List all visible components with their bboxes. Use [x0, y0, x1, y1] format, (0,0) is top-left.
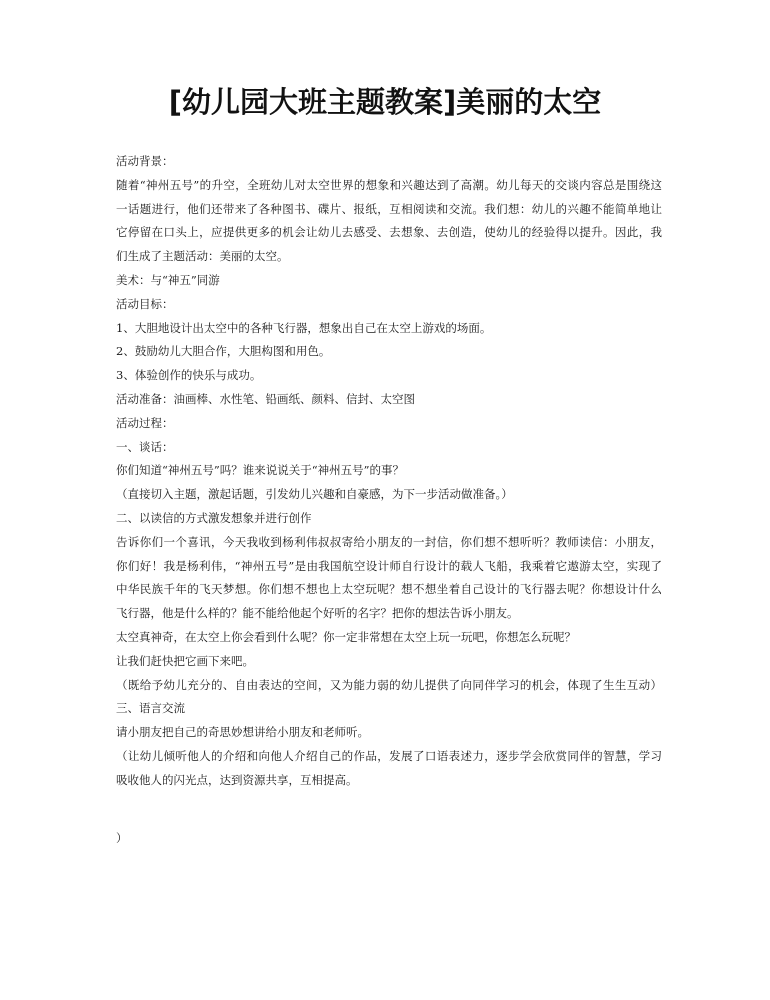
- section-heading: 三、语言交流: [116, 701, 185, 716]
- paragraph-line: 一话题进行，他们还带来了各种图书、碟片、报纸，互相阅读和交流。我们想：幼儿的兴趣不能简单地让: [116, 201, 662, 216]
- paragraph-line: 你们知道“神州五号”吗？谁来说说关于“神州五号”的事？: [116, 463, 405, 478]
- paragraph-line: （让幼儿倾听他人的介绍和向他人介绍自己的作品，发展了口语表述力，逐步学会欣赏同伴的智慧，学习: [116, 748, 662, 763]
- paragraph-line: ）: [116, 830, 128, 845]
- section-heading: 一、谈话：: [116, 439, 174, 454]
- paragraph-line: 随着“神州五号”的升空，全班幼儿对太空世界的想象和兴趣达到了高潮。幼儿每天的交谈内容总是围绕这: [116, 177, 662, 192]
- paragraph-line: （既给予幼儿充分的、自由表达的空间，又为能力弱的幼儿提供了向同伴学习的机会，体现了生生互动）: [116, 677, 662, 692]
- section-heading: 活动过程：: [116, 415, 174, 430]
- paragraph-line: 活动背景：: [116, 154, 174, 168]
- list-item: 1、大胆地设计出太空中的各种飞行器，想象出自己在太空上游戏的场面。: [116, 320, 492, 335]
- paragraph-line: 让我们赶快把它画下来吧。: [116, 653, 254, 668]
- paragraph-line: 中华民族千年的飞天梦想。你们想不想也上太空玩呢？想不想坐着自己设计的飞行器去呢？你想设计什么: [116, 582, 662, 597]
- document-title: [幼儿园大班主题教案]美丽的太空: [168, 85, 602, 119]
- paragraph-line: 你们好！我是杨利伟，“神州五号”是由我国航空设计师自行设计的载人飞船，我乘着它遨游太空，实现了: [116, 558, 662, 573]
- paragraph-line: 们生成了主题活动：美丽的太空。: [116, 249, 289, 264]
- paragraph-line: 它停留在口头上，应提供更多的机会让幼儿去感受、去想象、去创造，使幼儿的经验得以提升。因此，我: [116, 225, 662, 240]
- section-heading: 活动目标：: [116, 296, 174, 311]
- spacer: [116, 793, 662, 827]
- document-body: [116, 150, 662, 850]
- paragraph-line: 吸收他人的闪光点，达到资源共享，互相提高。: [116, 772, 358, 787]
- section-heading: 二、以读信的方式激发想象并进行创作: [116, 510, 312, 525]
- paragraph-line: 飞行器，他是什么样的？能不能给他起个好听的名字？把你的想法告诉小朋友。: [116, 606, 519, 621]
- list-item: 2、鼓励幼儿大胆合作，大胆构图和用色。: [116, 344, 331, 359]
- paragraph-line: 请小朋友把自己的奇思妙想讲给小朋友和老师听。: [116, 725, 369, 740]
- section-heading: 美术：与“神五”同游: [116, 272, 220, 287]
- list-item: 3、体验创作的快乐与成功。: [116, 368, 262, 383]
- paragraph-line: 告诉你们一个喜讯，今天我收到杨利伟叔叔寄给小朋友的一封信，你们想不想听听？教师读信：小朋友，: [116, 534, 662, 549]
- paragraph-line: （直接切入主题，激起话题，引发幼儿兴趣和自豪感，为下一步活动做准备。）: [116, 487, 513, 502]
- paragraph-line: 太空真神奇，在太空上你会看到什么呢？你一定非常想在太空上玩一玩吧，你想怎么玩呢？: [116, 629, 576, 644]
- paragraph-line: 活动准备：油画棒、水性笔、铅画纸、颜料、信封、太空图: [116, 391, 415, 406]
